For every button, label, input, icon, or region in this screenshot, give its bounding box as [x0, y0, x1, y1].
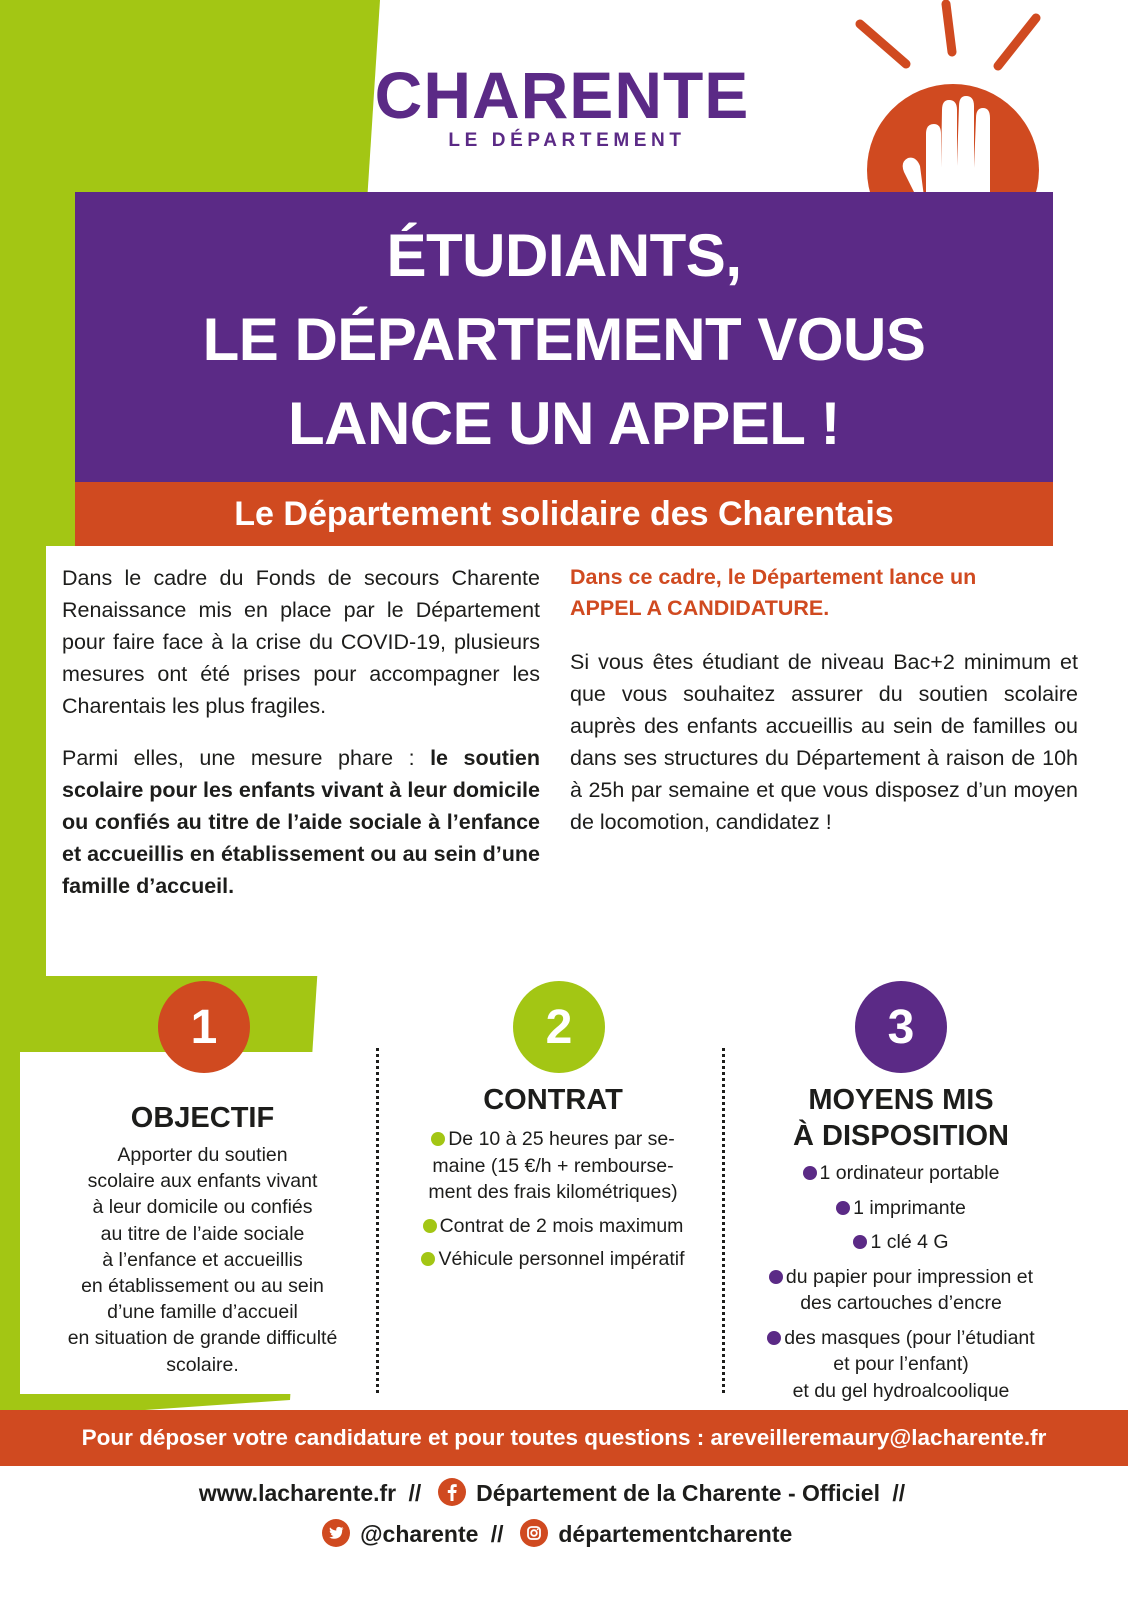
purple-bullet-icon — [836, 1201, 850, 1215]
contract-column — [392, 1082, 714, 1273]
contact-text[interactable]: Pour déposer votre candidature et pour toutes questions : areveilleremaury@lacharente.fr — [81, 1425, 1047, 1450]
step-3-badge: 3 — [855, 981, 947, 1073]
resources-title-line-1: MOYENS MIS — [808, 1084, 994, 1116]
objective-line: en établissement ou au sein — [81, 1275, 324, 1298]
main-title-box — [75, 192, 1053, 482]
contact-banner — [0, 1410, 1128, 1466]
intro-paragraph-1: Dans le cadre du Fonds de secours Charente Renaissance mis en place par le Département pour faire face à la crise du COVID-19, plusieurs mesures ont été prises pour accompagner les Charentais les plus fragiles. — [62, 566, 540, 718]
objective-line: en situation de grande difficulté — [67, 1327, 338, 1350]
purple-bullet-icon — [767, 1331, 781, 1345]
twitter-handle[interactable]: @charente — [360, 1521, 479, 1547]
step-1-badge: 1 — [158, 981, 250, 1073]
contract-bullet-line: De 10 à 25 heures par se- — [448, 1128, 675, 1150]
resources-column — [735, 1082, 1067, 1404]
call-title-line-2: APPEL A CANDIDATURE. — [570, 596, 830, 620]
call-text: Si vous êtes étudiant de niveau Bac+2 minimum et que vous souhaitez assurer du soutien scolaire auprès des enfants accueillis au sein de familles ou dans ses structures du Département à raison de 10h à 25h par semaine et que vous disposez d’un moyen de locomotion, candidatez ! — [570, 650, 1078, 834]
contract-bullet-line: Véhicule personnel impératif — [438, 1248, 685, 1270]
social-line-2 — [0, 1519, 1110, 1548]
resources-bullet — [735, 1160, 1067, 1187]
resources-bullet-line: 1 imprimante — [853, 1196, 966, 1219]
purple-bullet-icon — [803, 1166, 817, 1180]
objective-line: au titre de l’aide sociale — [100, 1222, 305, 1245]
contract-bullet — [392, 1246, 714, 1273]
logo-name: CHARENTE — [374, 58, 750, 132]
resources-bullet — [735, 1195, 1067, 1222]
resources-title — [735, 1082, 1067, 1154]
objective-column — [30, 1100, 375, 1378]
intro-paragraph-2 — [62, 742, 540, 902]
contract-bullet-line: ment des frais kilométriques) — [428, 1181, 678, 1203]
purple-bullet-icon — [853, 1235, 867, 1249]
subtitle-text: Le Département solidaire des Charentais — [234, 494, 894, 533]
contract-bullet — [392, 1126, 714, 1206]
dotted-divider-2 — [722, 1048, 725, 1393]
green-bullet-icon — [423, 1219, 437, 1233]
title-line-1: ÉTUDIANTS, — [386, 222, 742, 289]
facebook-page-link[interactable]: Département de la Charente - Officiel — [476, 1480, 880, 1506]
intro-block — [46, 546, 554, 976]
objective-line: scolaire. — [166, 1353, 239, 1376]
resources-bullet-line: et du gel hydroalcoolique — [792, 1379, 1010, 1402]
resources-bullet-line: des cartouches d’encre — [800, 1292, 1002, 1314]
title-line-2: LE DÉPARTEMENT VOUS — [202, 306, 926, 373]
call-title-line-1: Dans ce cadre, le Département lance un — [570, 565, 977, 589]
resources-bullet — [735, 1325, 1067, 1405]
objective-text — [30, 1142, 375, 1378]
dotted-divider-1 — [376, 1048, 379, 1393]
objective-title: OBJECTIF — [130, 1102, 275, 1134]
objective-line: à leur domicile ou confiés — [92, 1196, 313, 1219]
resources-bullet — [735, 1264, 1067, 1317]
subtitle-banner — [75, 482, 1053, 546]
separator: // — [408, 1480, 422, 1506]
resources-title-line-2: À DISPOSITION — [793, 1120, 1009, 1152]
contract-bullet-line: maine (15 €/h + rembourse- — [432, 1154, 674, 1177]
intro-paragraph-2-highlight: le soutien scolaire pour les enfants vivant à leur domicile ou confiés au titre de l’aide sociale à l’enfance et accueillis en établissement ou au sein d’une famille d’accueil. — [62, 746, 540, 898]
resources-bullet-line: des masques (pour l’étudiant — [784, 1326, 1035, 1349]
twitter-icon[interactable] — [322, 1519, 350, 1547]
contract-bullet — [392, 1213, 714, 1240]
instagram-icon[interactable] — [520, 1519, 548, 1547]
charente-logo — [372, 58, 752, 152]
purple-bullet-icon — [769, 1270, 783, 1284]
facebook-icon[interactable] — [438, 1478, 466, 1506]
call-title — [570, 562, 1078, 624]
resources-bullet-line: du papier pour impression et — [785, 1265, 1034, 1288]
logo-subtitle: LE DÉPARTEMENT — [448, 130, 686, 151]
website-link[interactable]: www.lacharente.fr — [198, 1480, 397, 1506]
social-line-1 — [0, 1478, 1110, 1507]
green-bullet-icon — [421, 1252, 435, 1266]
separator: // — [892, 1480, 906, 1506]
separator: // — [490, 1521, 504, 1547]
title-line-3: LANCE UN APPEL ! — [287, 390, 841, 457]
resources-bullet-line: 1 ordinateur portable — [819, 1162, 1000, 1184]
resources-bullet-line: et pour l’enfant) — [833, 1353, 969, 1375]
contract-bullet-line: Contrat de 2 mois maximum — [439, 1214, 684, 1237]
instagram-handle[interactable]: départementcharente — [558, 1521, 793, 1547]
objective-line: à l’enfance et accueillis — [102, 1248, 303, 1271]
call-block — [570, 562, 1078, 838]
contract-title: CONTRAT — [483, 1084, 623, 1116]
step-2-badge: 2 — [513, 981, 605, 1073]
objective-line: scolaire aux enfants vivant — [87, 1170, 318, 1193]
green-bullet-icon — [431, 1132, 445, 1146]
objective-line: Apporter du soutien — [117, 1144, 288, 1166]
resources-bullet — [735, 1229, 1067, 1256]
intro-paragraph-2-lead: Parmi elles, une mesure phare : — [62, 746, 431, 770]
resources-bullet-line: 1 clé 4 G — [870, 1231, 949, 1253]
objective-line: d’une famille d’accueil — [107, 1301, 298, 1324]
